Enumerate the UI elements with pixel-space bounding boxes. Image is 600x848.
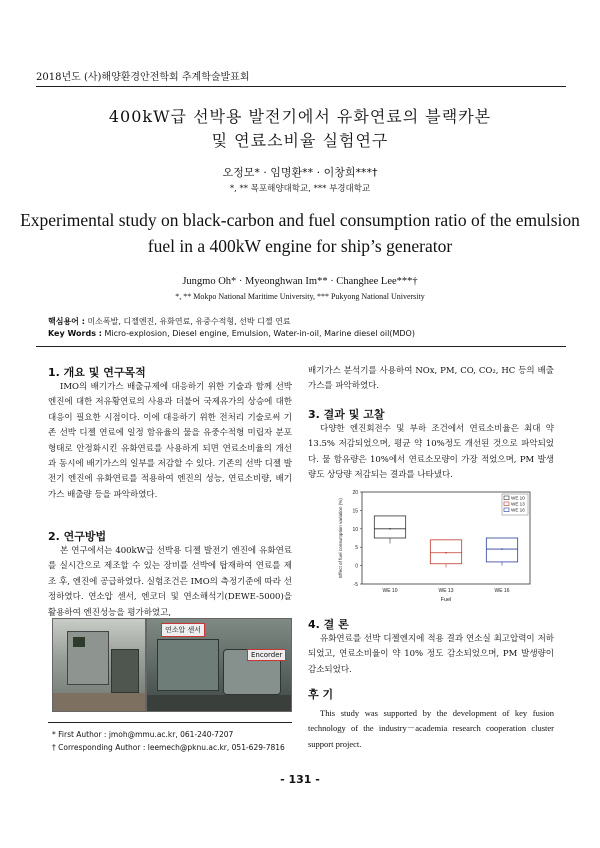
y-tick-label: 5 — [355, 545, 358, 552]
korean-title-line2: 및 연료소비율 실험연구 — [211, 131, 389, 150]
keywords-korean — [48, 316, 291, 327]
footnote-first-author: * First Author : jmoh@mmu.ac.kr, 061-240-7207 — [52, 730, 234, 739]
section4-text: 유화연료를 선박 디젤엔지에 적용 결과 연소실 최고압력이 저하되었고, 연료소비율이 약 10% 정도 감소되었으며, PM 발생량이 감소되었다. — [308, 634, 554, 675]
box-point — [445, 552, 447, 554]
box-point — [389, 528, 391, 530]
legend-swatch — [504, 508, 509, 512]
box-point — [501, 548, 503, 550]
box-we10 — [374, 516, 405, 538]
header-rule — [36, 86, 566, 87]
legend-label: WE 13 — [511, 501, 525, 507]
legend-label: WE 10 — [511, 495, 525, 501]
engine-block — [157, 639, 219, 691]
legend-label: WE 16 — [511, 507, 525, 513]
section2-continuation: 배기가스 분석기를 사용하여 NOx, PM, CO, CO₂, HC 등의 배출가스를 파악하였다. — [308, 366, 554, 392]
keywords-korean-text: 미소폭발, 디젤엔진, 유화연료, 유중수적형, 선박 디젤 연료 — [87, 317, 291, 326]
x-tick-label: WE 13 — [438, 588, 454, 594]
keywords-korean-label: 핵심용어 : — [48, 317, 85, 326]
engine-photo — [146, 618, 292, 712]
section2-title: 2. 연구방법 — [48, 530, 107, 543]
x-tick-label: WE 10 — [382, 588, 398, 594]
section3-title: 3. 결과 및 고찰 — [308, 408, 385, 421]
box-we13 — [430, 540, 461, 564]
fuel-unit — [111, 649, 139, 693]
footnote-rule — [48, 722, 292, 723]
y-tick-label: 0 — [355, 563, 358, 570]
encoder-tag: Encorder — [247, 649, 286, 661]
english-title-line2: fuel in a 400kW engine for ship’s generator — [147, 236, 453, 256]
section3-text: 다양한 엔진회전수 및 부하 조건에서 연료소비율은 최대 약 13.5% 저감되었으며, 평균 약 10%정도 개선된 것으로 파악되었다. 물 함유량은 10%에서 연료소모량이 가장 적었으며, PM 발생량도 상당량 저감되는 결과를 나타냈다. — [308, 424, 554, 481]
y-tick-label: -5 — [353, 582, 358, 588]
engine-floor — [147, 695, 291, 711]
section1-text: IMO의 배기가스 배출규제에 대응하기 위한 기술과 함께 선박엔진에 대한 저유황연료의 사용과 더불어 국제유가의 상승에 대한 대응이 필요한 시점이다. 이에 대응하기 위한 전처리 기술로써 기존 선박 디젤 연료에 일정 함유율의 물을 유중수적형 미립자 분포 형태로 안정화시킨 유화연료를 사용하게 되면 연료소비율의 개선과 동시에 배기가스의 일부를 저감할 수 있다. 기존의 선박 디젤 발전기 엔진에 유화연료를 적용하여 엔진의 성능, 연료소비량, 배기가스 배출량 등을 파악하였다. — [48, 382, 292, 500]
y-tick-label: 20 — [352, 490, 358, 496]
combustion-sensor-tag: 연소압 센서 — [161, 623, 205, 637]
english-authors: Jungmo Oh* · Myeonghwan Im** · Changhee Lee***† — [182, 276, 418, 287]
section4-title: 4. 결 론 — [308, 618, 349, 631]
acknowledgement-title: 후 기 — [308, 688, 334, 701]
legend-swatch — [504, 502, 509, 506]
x-axis-label: Fuel — [440, 597, 452, 603]
y-axis-label: Effect of fuel consumption variation (%) — [338, 498, 343, 578]
cabinet-display — [73, 637, 85, 647]
korean-authors: 오정모* · 임명환** · 이창희***† — [222, 166, 378, 179]
footnote-corresponding-author: † Corresponding Author : leemech@pknu.ac.kr, 051-629-7816 — [52, 743, 285, 752]
section2-text: 본 연구에서는 400kW급 선박용 디젤 발전기 엔진에 유화연료를 실시간으로 제조할 수 있는 장비를 선박에 탑재하여 연료를 제조 후, 엔진에 공급하였다. 실험조건은 IMO의 측정기준에 따라 선정하였다. 연소압 센서, 엔코더 및 연소해석기(DEWE-5000)을 활용하여 엔진성능을 평가하였고, — [48, 546, 292, 618]
x-tick-label: WE 16 — [494, 588, 510, 594]
keywords-english-text: Micro-explosion, Diesel engine, Emulsion, Water-in-oil, Marine diesel oil(MDO) — [104, 329, 415, 338]
y-tick-label: 10 — [352, 526, 358, 533]
keywords-rule — [36, 346, 566, 347]
keywords-english — [48, 329, 415, 338]
legend-swatch — [504, 496, 509, 500]
korean-title-line1: 400kW급 선박용 발전기에서 유화연료의 블랙카본 — [108, 107, 492, 126]
acknowledgement-text: This study was supported by the development of key fusion technology of the industry－academia research cooperation cluster support project. — [308, 708, 554, 749]
floor — [53, 693, 145, 711]
y-tick-label: 15 — [352, 508, 358, 515]
page-number: - 131 - — [280, 773, 320, 786]
box-we16 — [486, 538, 517, 562]
conference-header: 2018년도 (사)해양환경안전학회 추계학술발표회 — [36, 72, 250, 83]
keywords-english-label: Key Words : — [48, 329, 102, 338]
english-affiliations: *, ** Mokpo National Maritime University, *** Pukyong National University — [175, 292, 425, 301]
section1-title: 1. 개요 및 연구목적 — [48, 366, 146, 379]
english-title-line1: Experimental study on black-carbon and fuel consumption ratio of the emulsion — [20, 210, 580, 230]
korean-affiliations: *, ** 목포해양대학교, *** 부경대학교 — [229, 184, 371, 194]
equipment-photo — [52, 618, 146, 712]
fuel-consumption-chart — [334, 486, 534, 606]
